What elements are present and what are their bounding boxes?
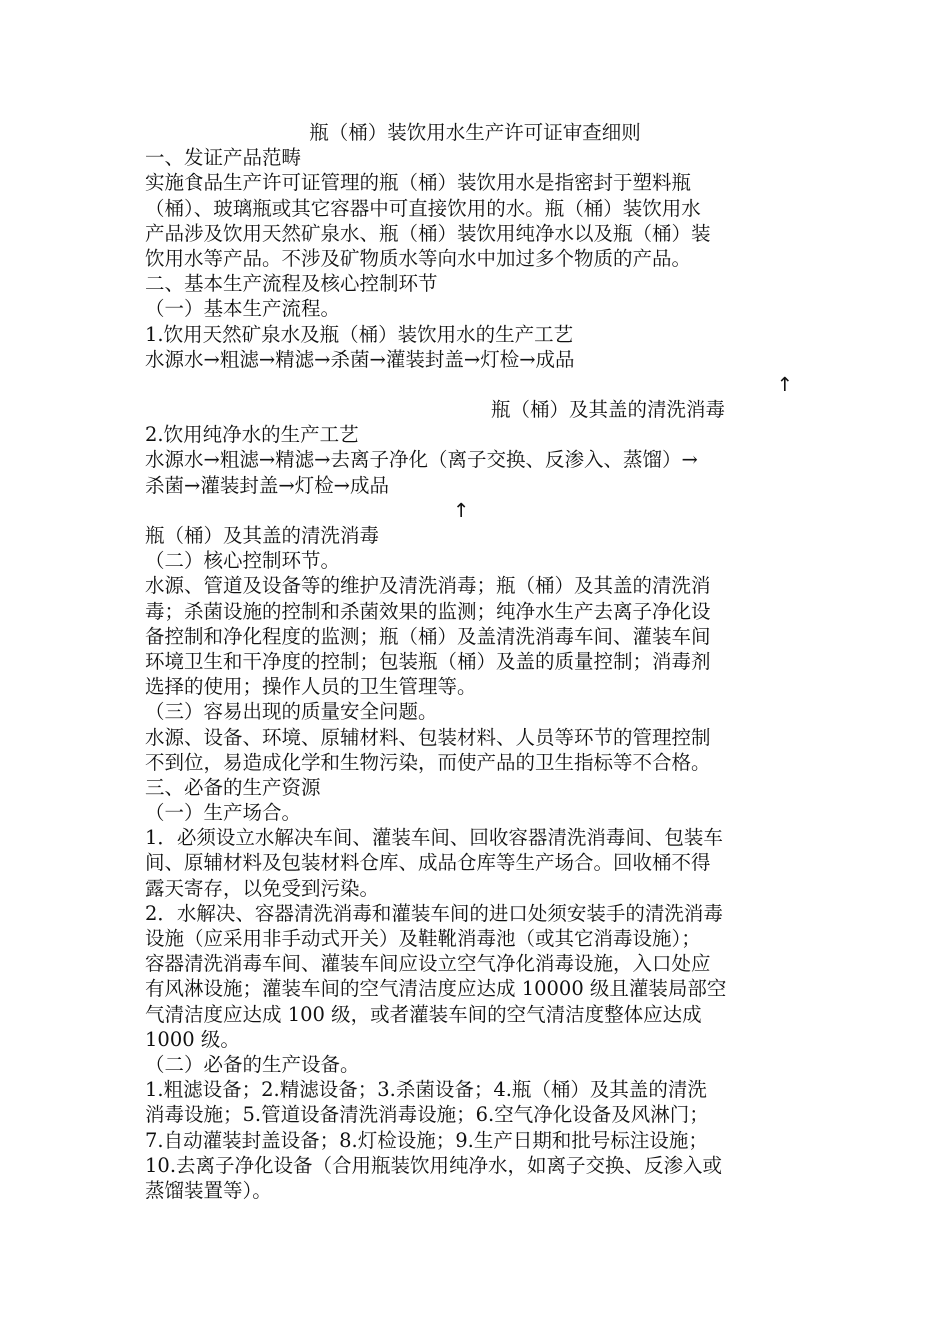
section-body (145, 548, 805, 1203)
up-arrow-icon: ↑ (453, 498, 470, 522)
text-line: 7.自动灌装封盖设备；8.灯检设施；9.生产日期和批号标注设施； (145, 1128, 708, 1152)
text-line: 有风淋设施；灌装车间的空气清洁度应达成 10000 级且灌装局部空 (145, 977, 727, 1001)
text-line: 一、发证产品范畴 (145, 146, 302, 170)
text-line: 产品涉及饮用天然矿泉水、瓶（桶）装饮用纯净水以及瓶（桶）装 (145, 221, 711, 245)
text-line: 选择的使用；操作人员的卫生管理等。 (145, 675, 477, 699)
text-line: 1000 级。 (145, 1027, 240, 1051)
text-line: 水源、管道及设备等的维护及清洗消毒；瓶（桶）及其盖的清洗消 (145, 574, 711, 598)
text-line: 2.饮用纯净水的生产工艺 (145, 423, 359, 447)
text-line: （桶）、玻璃瓶或其它容器中可直接饮用的水。瓶（桶）装饮用水 (145, 196, 701, 220)
text-line: （二）核心控制环节。 (145, 549, 341, 573)
text-line: 2．水解决、容器清洗消毒和灌装车间的进口处须安装手的清洗消毒 (145, 901, 723, 925)
page-title: 瓶（桶）装饮用水生产许可证审查细则 (309, 121, 641, 144)
text-line: 水源、设备、环境、原辅材料、包装材料、人员等环节的管理控制 (145, 725, 711, 749)
text-line: 10.去离子净化设备（合用瓶装饮用纯净水，如离子交换、反渗入或 (145, 1153, 723, 1177)
text-line: 间、原辅材料及包装材料仓库、成品仓库等生产场合。回收桶不得 (145, 851, 711, 875)
process-flow-1: 水源水→粗滤→精滤→杀菌→灌装封盖→灯检→成品 (145, 347, 575, 371)
section-pure-water (145, 422, 805, 548)
text-line: 容器清洗消毒车间、灌装车间应设立空气净化消毒设施，入口处应 (145, 952, 711, 976)
flow-2-branch-label: 瓶（桶）及其盖的清洗消毒 (145, 524, 380, 547)
text-line: （二）必备的生产设备。 (145, 1052, 360, 1076)
process-flow-2: 水源水→粗滤→精滤→去离子净化（离子交换、反渗入、蒸馏）→ (145, 448, 698, 472)
text-line: 不到位，易造成化学和生物污染，而使产品的卫生指标等不合格。 (145, 750, 711, 774)
text-line: 露天寄存，以免受到污染。 (145, 876, 380, 900)
text-line: 1.粗滤设备；2.精滤设备；3.杀菌设备；4.瓶（桶）及其盖的清洗 (145, 1078, 707, 1102)
text-line: 环境卫生和干净度的控制；包装瓶（桶）及盖的质量控制；消毒剂 (145, 649, 711, 673)
text-line: 备控制和净化程度的监测；瓶（桶）及盖清洗消毒车间、灌装车间 (145, 624, 711, 648)
text-line: 1．必须设立水解决车间、灌装车间、回收容器清洗消毒间、包装车 (145, 826, 723, 850)
text-line: 二、基本生产流程及核心控制环节 (145, 272, 438, 296)
text-line: 设施（应采用非手动式开关）及鞋靴消毒池（或其它消毒设施）； (145, 927, 701, 950)
text-line: （三）容易出现的质量安全问题。 (145, 700, 438, 724)
text-line: 1.饮用天然矿泉水及瓶（桶）装饮用水的生产工艺 (145, 322, 574, 346)
text-line: 三、必备的生产资源 (145, 775, 321, 799)
text-line: （一）生产场合。 (145, 801, 302, 825)
text-line: （一）基本生产流程。 (145, 297, 341, 321)
section-scope (145, 145, 805, 422)
text-line: 毒；杀菌设施的控制和杀菌效果的监测；纯净水生产去离子净化设 (145, 599, 711, 623)
text-line: 蒸馏装置等）。 (145, 1178, 272, 1202)
text-line: 实施食品生产许可证管理的瓶（桶）装饮用水是指密封于塑料瓶 (145, 171, 692, 195)
up-arrow-icon: ↑ (776, 372, 793, 396)
flow-1-branch-label: 瓶（桶）及其盖的清洗消毒 (491, 398, 726, 422)
text-line: 饮用水等产品。不涉及矿物质水等向水中加过多个物质的产品。 (145, 246, 692, 270)
process-flow-2-cont: 杀菌→灌装封盖→灯检→成品 (145, 473, 390, 497)
text-line: 气清洁度应达成 100 级，或者灌装车间的空气清洁度整体应达成 (145, 1002, 702, 1026)
text-line: 消毒设施；5.管道设备清洗消毒设施；6.空气净化设备及风淋门； (145, 1103, 709, 1127)
document-page (145, 120, 805, 1203)
